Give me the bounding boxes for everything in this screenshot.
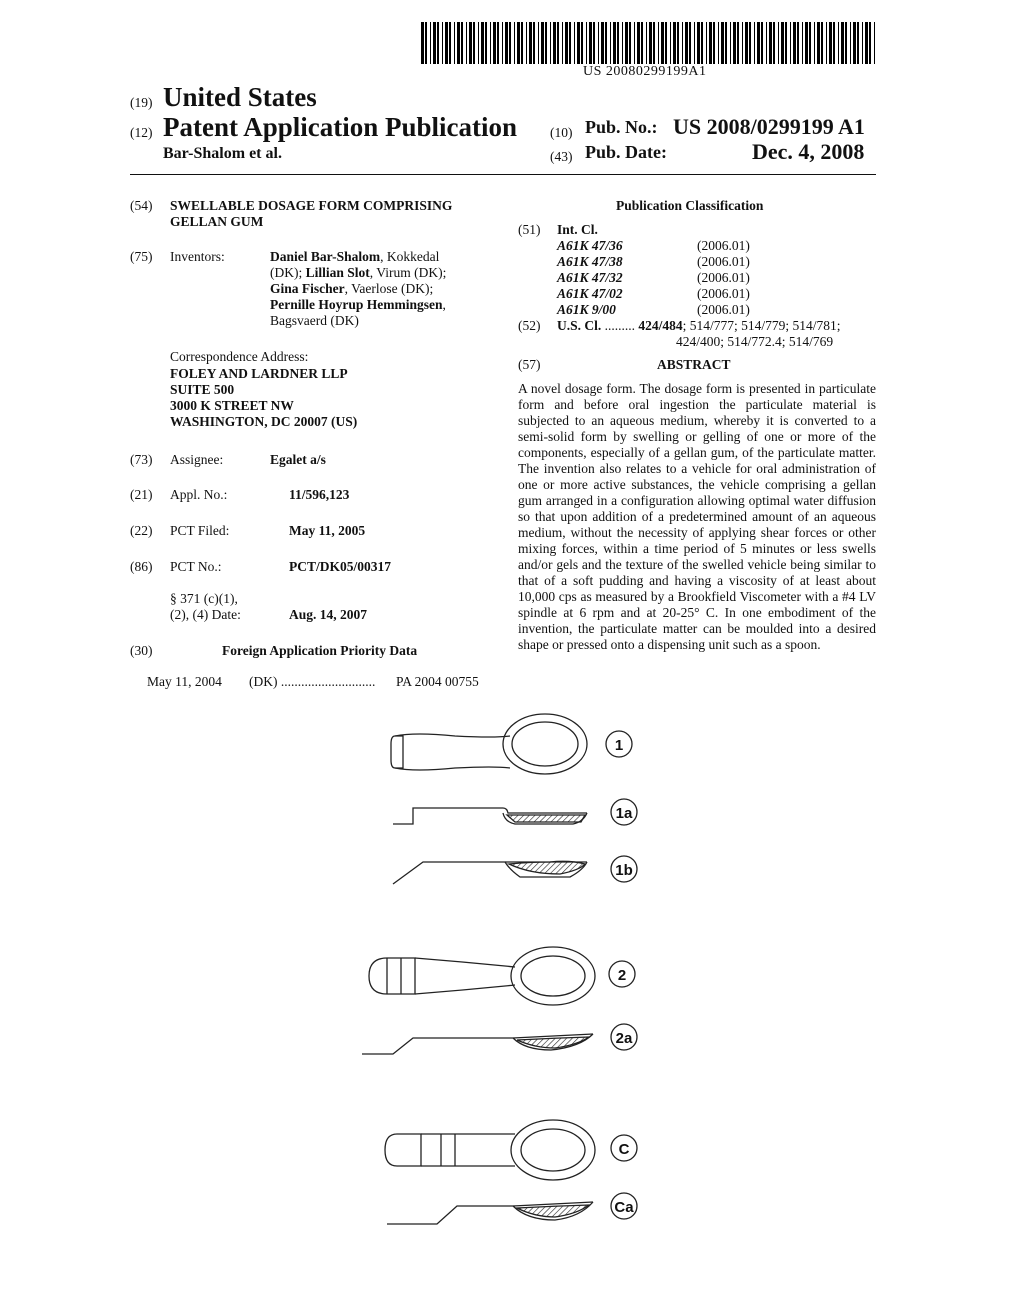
int-cl-year: (2006.01) <box>697 286 750 301</box>
authors: Bar-Shalom et al. <box>163 145 282 162</box>
assignee: Egalet a/s <box>270 452 326 467</box>
code-10: (10) <box>550 125 573 140</box>
fig-label-c: C <box>618 1141 630 1158</box>
us-cl-line-2: 424/400; 514/772.4; 514/769 <box>676 334 834 349</box>
fig-label-1: 1 <box>614 737 624 754</box>
int-cl-code: A61K 47/36 <box>557 238 623 253</box>
spoon-figure <box>355 712 675 1242</box>
code-86: (86) <box>130 559 153 574</box>
code-57: (57) <box>518 357 541 372</box>
assignee-label: Assignee: <box>170 452 224 467</box>
inventor-3: Gina Fischer, Vaerlose (DK); <box>270 281 434 296</box>
title-line-1: SWELLABLE DOSAGE FORM COMPRISING <box>170 198 453 213</box>
code-19: (19) <box>130 95 153 110</box>
spoon-c-top-view <box>385 1120 595 1180</box>
code-30: (30) <box>130 643 153 658</box>
int-cl-code: A61K 47/02 <box>557 286 623 301</box>
appl-no-label: Appl. No.: <box>170 487 228 502</box>
code-75: (75) <box>130 249 153 264</box>
spoon-1-top-view <box>391 714 587 774</box>
int-cl-label: Int. Cl. <box>557 222 598 237</box>
spoon-ca-side-view <box>387 1202 593 1224</box>
pub-no: US 2008/0299199 A1 <box>673 114 865 139</box>
code-51: (51) <box>518 222 541 237</box>
inventor-2: (DK); Lillian Slot, Virum (DK); <box>270 265 447 280</box>
foreign-date: May 11, 2004 <box>147 674 222 689</box>
correspondence-line-3: 3000 K STREET NW <box>170 398 294 413</box>
pct-no: PCT/DK05/00317 <box>289 559 392 574</box>
barcode <box>421 22 876 64</box>
correspondence-label: Correspondence Address: <box>170 349 309 364</box>
foreign-app-no: PA 2004 00755 <box>396 674 479 689</box>
header-rule <box>130 174 876 175</box>
int-cl-code: A61K 9/00 <box>557 302 616 317</box>
code-73: (73) <box>130 452 153 467</box>
appl-no: 11/596,123 <box>289 487 350 502</box>
fig-label-1a: 1a <box>615 805 633 822</box>
title-line-2: GELLAN GUM <box>170 214 264 229</box>
int-cl-year: (2006.01) <box>697 302 750 317</box>
pct-filed-label: PCT Filed: <box>170 523 230 538</box>
inventor-4: Pernille Hoyrup Hemmingsen, <box>270 297 446 312</box>
int-cl-year: (2006.01) <box>697 254 750 269</box>
inventor-4-location: Bagsvaerd (DK) <box>270 313 359 328</box>
pub-date: Dec. 4, 2008 <box>752 139 865 164</box>
barcode-number: US 20080299199A1 <box>583 64 707 79</box>
pub-date-label: Pub. Date: <box>585 142 667 162</box>
pct-no-label: PCT No.: <box>170 559 222 574</box>
pub-no-label: Pub. No.: <box>585 117 658 137</box>
s371-date: Aug. 14, 2007 <box>289 607 368 622</box>
spoon-1b-side-view <box>393 861 587 884</box>
spoon-2-top-view <box>369 947 595 1005</box>
pct-filed: May 11, 2005 <box>289 523 366 538</box>
inventors-label: Inventors: <box>170 249 225 264</box>
code-54: (54) <box>130 198 153 213</box>
correspondence-line-4: WASHINGTON, DC 20007 (US) <box>170 414 358 429</box>
abstract-text: A novel dosage form. The dosage form is presented in particulate form and before oral ingestion the particulate material is subjected to an aqueous medium, whereby it is converted to a semi-solid form by swelling or gelling of one or more of the components, especially of a gellan gum, of the particulate matter. The invention also relates to a vehicle for oral administration of one or more active substances, the vehicle comprising a gellan gum arranged in a configuration allowing optimal water diffusion so that upon addition of a predetermined amount of an aqueous medium, without the necessity of applying shear forces or other mixing forces, within a time period of 5 minutes or less swells and/or gels and the texture of the swelled vehicle being similar to that of a soft pudding and having a viscosity of at least about 10,000 cps as measured by a Brookfield Viscometer with a #4 LV spindle at 6 rpm and at 20-25° C. In one embodiment of the invention, the particulate matter can be moulded into a desired shape or pressed onto a dispensing unit such as a spoon. <box>518 381 876 652</box>
us-cl-line-1: U.S. Cl. ......... 424/484; 514/777; 514/779; 514/781; <box>557 318 841 333</box>
code-12: (12) <box>130 125 153 140</box>
s371-label-1: § 371 (c)(1), <box>170 591 238 606</box>
publication-type: Patent Application Publication <box>163 112 518 142</box>
correspondence-line-1: FOLEY AND LARDNER LLP <box>170 366 348 381</box>
fig-label-ca: Ca <box>614 1199 634 1216</box>
code-22: (22) <box>130 523 153 538</box>
int-cl-year: (2006.01) <box>697 238 750 253</box>
code-43: (43) <box>550 149 573 164</box>
spoon-2a-side-view <box>362 1034 593 1054</box>
fig-label-2a: 2a <box>615 1030 633 1047</box>
foreign-priority-title: Foreign Application Priority Data <box>222 643 418 658</box>
pub-class-title: Publication Classification <box>616 198 764 213</box>
country: United States <box>163 82 317 112</box>
foreign-country: (DK) ............................ <box>249 674 376 689</box>
fig-label-1b: 1b <box>615 862 633 879</box>
fig-label-2: 2 <box>617 967 627 984</box>
code-21: (21) <box>130 487 153 502</box>
int-cl-year: (2006.01) <box>697 270 750 285</box>
correspondence-line-2: SUITE 500 <box>170 382 235 397</box>
int-cl-code: A61K 47/32 <box>557 270 623 285</box>
s371-label-2: (2), (4) Date: <box>170 607 241 622</box>
int-cl-code: A61K 47/38 <box>557 254 623 269</box>
abstract-title: ABSTRACT <box>657 357 731 372</box>
code-52: (52) <box>518 318 541 333</box>
inventor-1: Daniel Bar-Shalom, Kokkedal <box>270 249 440 264</box>
spoon-1a-side-view <box>393 808 587 824</box>
